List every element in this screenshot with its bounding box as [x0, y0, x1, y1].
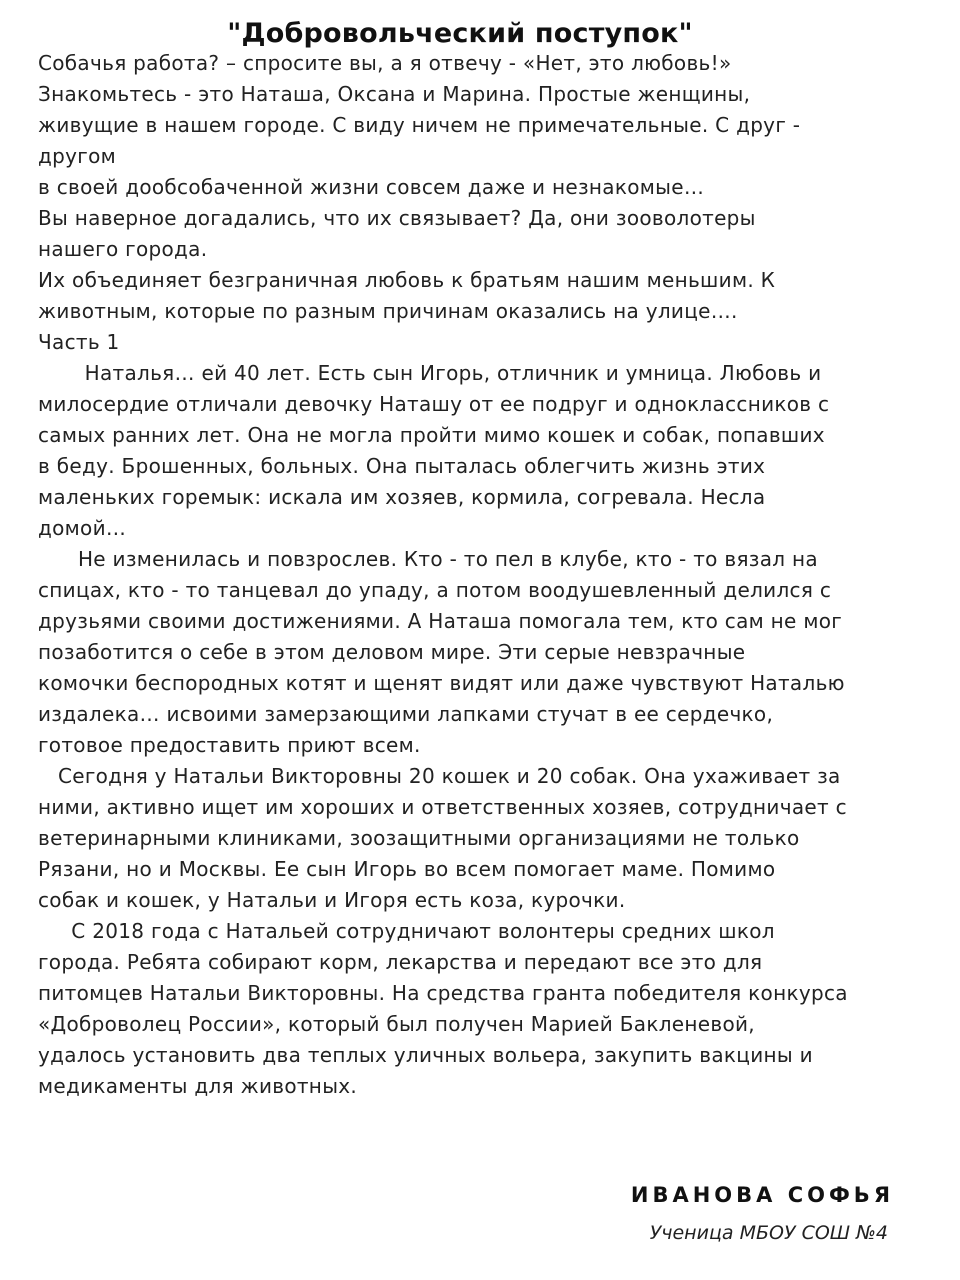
body-line: комочки беспородных котят и щенят видят или даже чувствуют Наталью — [38, 671, 845, 695]
body-line: Их объединяет безграничная любовь к братьям нашим меньшим. К — [38, 268, 776, 292]
author-role: Ученица МБОУ СОШ №4 — [649, 1222, 888, 1244]
body-line: Не изменилась и повзрослев. Кто - то пел в клубе, кто - то вязал на — [38, 547, 818, 571]
body-line: готовое предоставить приют всем. — [38, 733, 421, 757]
body-line: Рязани, но и Москвы. Ее сын Игорь во всем помогает маме. Помимо — [38, 857, 776, 881]
body-line: ветеринарными клиниками, зоозащитными организациями не только — [38, 826, 800, 850]
document-title: "Добровольческий поступок" — [227, 18, 693, 49]
body-line: издалека… исвоими замерзающими лапками стучат в ее сердечко, — [38, 702, 774, 726]
body-line: другом — [38, 144, 116, 168]
body-line: живущие в нашем городе. С виду ничем не примечательные. С друг - — [38, 113, 801, 137]
body-line: медикаменты для животных. — [38, 1074, 358, 1098]
body-line: нашего города. — [38, 237, 208, 261]
author-name: ИВАНОВА СОФЬЯ — [630, 1183, 894, 1207]
body-line: в беду. Брошенных, больных. Она пыталась облегчить жизнь этих — [38, 454, 766, 478]
body-line: С 2018 года с Натальей сотрудничают волонтеры средних школ — [38, 919, 775, 943]
body-line: самых ранних лет. Она не могла пройти мимо кошек и собак, попавших — [38, 423, 825, 447]
body-line: Вы наверное догадались, что их связывает? Да, они зооволотеры — [38, 206, 756, 230]
body-line: спицах, кто - то танцевал до упаду, а потом воодушевленный делился с — [38, 578, 832, 602]
body-line: домой… — [38, 516, 127, 540]
body-line: питомцев Натальи Викторовны. На средства гранта победителя конкурса — [38, 981, 848, 1005]
document-body — [38, 48, 918, 1102]
body-line: позаботится о себе в этом деловом мире. Эти серые невзрачные — [38, 640, 746, 664]
body-line: друзьями своими достижениями. А Наташа помогала тем, кто сам не мог — [38, 609, 843, 633]
body-line: Собачья работа? – спросите вы, а я отвечу - «Нет, это любовь!» — [38, 51, 732, 75]
body-line: милосердие отличали девочку Наташу от ее подруг и одноклассников с — [38, 392, 830, 416]
body-line: удалось установить два теплых уличных вольера, закупить вакцины и — [38, 1043, 813, 1067]
body-line: в своей дообсобаченной жизни совсем даже и незнакомые… — [38, 175, 705, 199]
body-line: животным, которые по разным причинам оказались на улице…. — [38, 299, 738, 323]
body-line: Наталья… ей 40 лет. Есть сын Игорь, отличник и умница. Любовь и — [38, 361, 822, 385]
body-line: ними, активно ищет им хороших и ответственных хозяев, сотрудничает с — [38, 795, 847, 819]
section-heading: Часть 1 — [38, 330, 120, 354]
body-line: собак и кошек, у Натальи и Игоря есть коза, курочки. — [38, 888, 626, 912]
body-line: Сегодня у Натальи Викторовны 20 кошек и 20 собак. Она ухаживает за — [38, 764, 841, 788]
body-line: маленьких горемык: искала им хозяев, кормила, согревала. Несла — [38, 485, 766, 509]
body-line: города. Ребята собирают корм, лекарства и передают все это для — [38, 950, 763, 974]
body-line: Знакомьтесь - это Наташа, Оксана и Марина. Простые женщины, — [38, 82, 751, 106]
body-line: «Доброволец России», который был получен Марией Бакленевой, — [38, 1012, 755, 1036]
